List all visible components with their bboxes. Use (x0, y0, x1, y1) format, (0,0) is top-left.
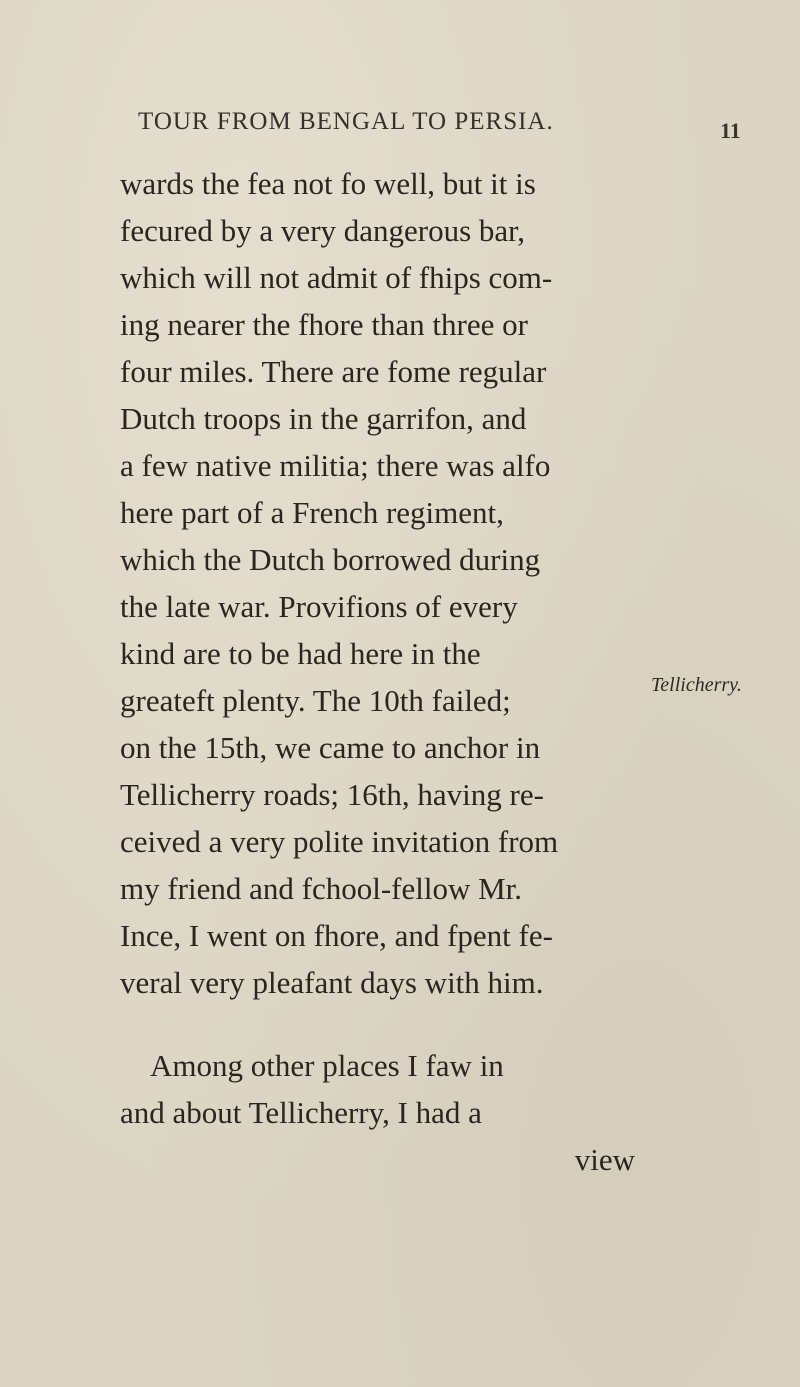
text-line: on the 15th, we came to anchor in (120, 730, 541, 765)
text-line: which will not admit of fhips com- (120, 260, 553, 295)
text-line: veral very pleafant days with him. (120, 965, 544, 1000)
catchword: view (574, 1142, 635, 1177)
text-line: my friend and fchool-fellow Mr. (120, 871, 523, 906)
text-line: ceived a very polite invitation from (120, 824, 559, 859)
text-line: Ince, I went on fhore, and fpent fe- (120, 918, 553, 953)
text-line: Dutch troops in the garrifon, and (120, 401, 527, 436)
text-line: ing nearer the fhore than three or (120, 307, 528, 342)
text-line: a few native militia; there was alfo (120, 448, 551, 483)
text-line: here part of a French regiment, (120, 495, 504, 530)
paragraph-gap (120, 1006, 640, 1042)
text-line: fecured by a very dangerous bar, (120, 213, 526, 248)
text-line: Tellicherry roads; 16th, having re- (120, 777, 544, 812)
text-line: Among other places I faw in (150, 1048, 504, 1083)
text-line: kind are to be had here in the (120, 636, 481, 671)
text-line: greateft plenty. The 10th failed; (120, 683, 511, 718)
text-line: the late war. Provifions of every (120, 589, 518, 624)
page-header (138, 108, 658, 148)
text-line: and about Tellicherry, I had a (120, 1095, 482, 1130)
text-line: which the Dutch borrowed during (120, 542, 541, 577)
page-number: 11 (720, 118, 741, 143)
body-text (120, 160, 640, 1183)
text-line: wards the fea not fo well, but it is (120, 166, 536, 201)
running-head: TOUR FROM BENGAL TO PERSIA. (138, 108, 554, 135)
text-line: four miles. There are fome regular (120, 354, 547, 389)
margin-note: Tellicherry. (651, 674, 742, 696)
